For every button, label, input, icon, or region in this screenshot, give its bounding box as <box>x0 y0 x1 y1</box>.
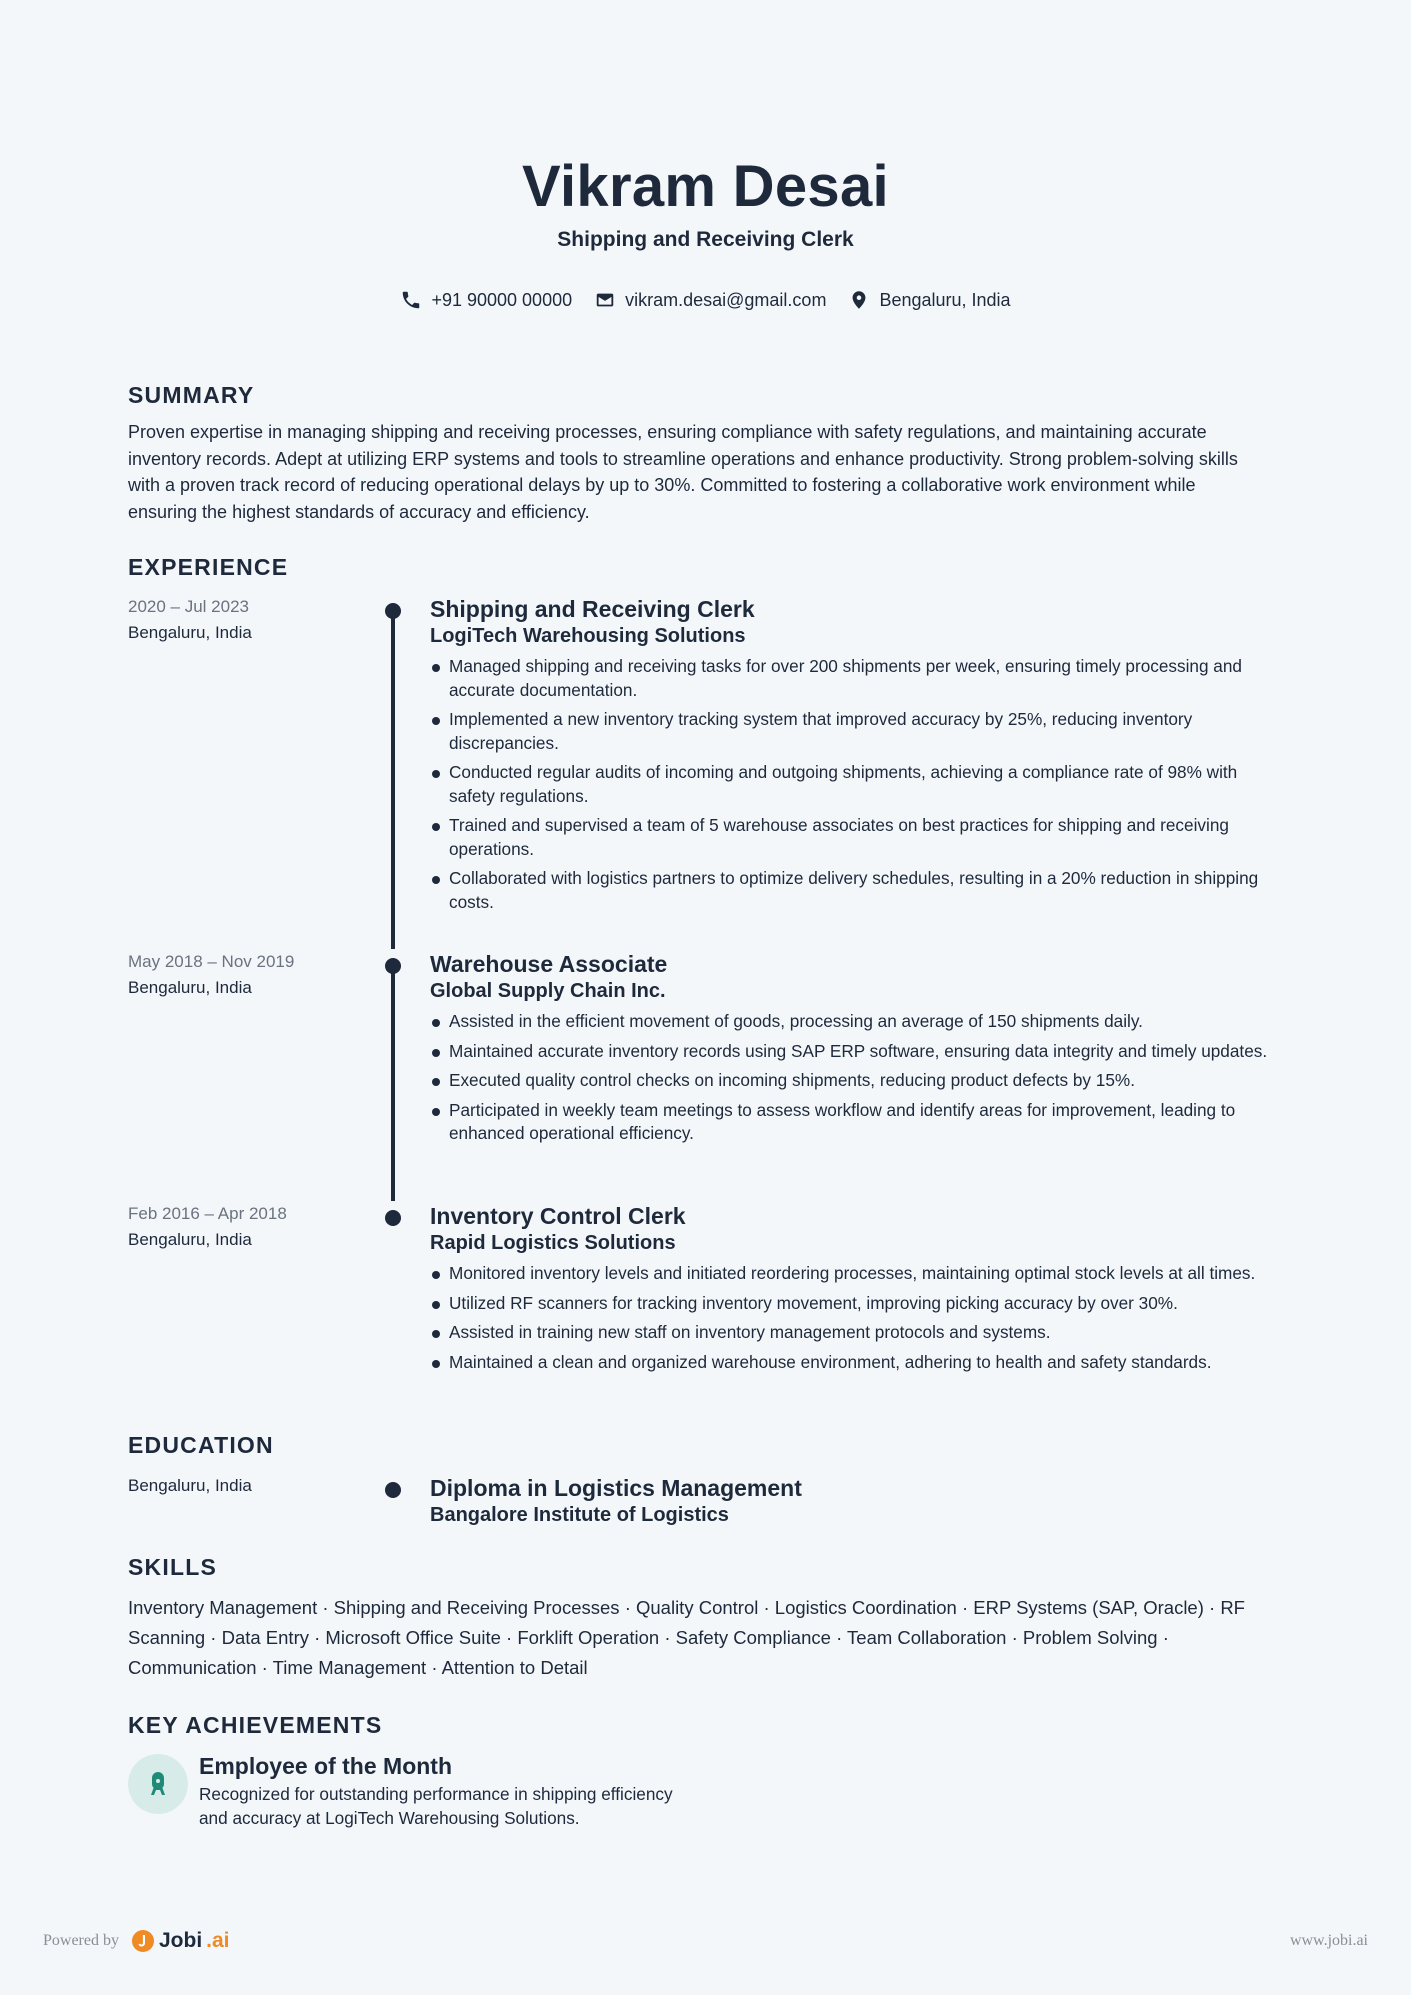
job-company: LogiTech Warehousing Solutions <box>430 625 746 647</box>
job-location: Bengaluru, India <box>128 978 252 997</box>
job-dates: May 2018 – Nov 2019 <box>128 952 295 971</box>
award-icon <box>128 1754 188 1814</box>
timeline-line <box>391 969 395 1201</box>
job-bullet: Trained and supervised a team of 5 warehouse associates on best practices for shipping and receiving operations. <box>430 814 1270 861</box>
education-heading: EDUCATION <box>128 1432 274 1458</box>
job-bullet: Maintained a clean and organized warehouse environment, adhering to health and safety standards. <box>430 1351 1270 1375</box>
school-name: Bangalore Institute of Logistics <box>430 1504 729 1526</box>
achievement-description: Recognized for outstanding performance in shipping efficiency and accuracy at LogiTech Warehousing Solutions. <box>199 1784 673 1828</box>
job-location: Bengaluru, India <box>128 1230 252 1249</box>
job-location: Bengaluru, India <box>128 623 252 642</box>
job-title: Shipping and Receiving Clerk <box>430 596 755 622</box>
powered-by-label: Powered by <box>43 1932 119 1949</box>
jobi-logo-icon <box>131 1929 155 1953</box>
timeline-dot <box>385 958 401 974</box>
job-bullet: Participated in weekly team meetings to assess workflow and identify areas for improvement, leading to enhanced operational efficiency. <box>430 1099 1270 1146</box>
job-bullets <box>430 655 1270 914</box>
job-bullets <box>430 1262 1270 1374</box>
job-bullets <box>430 1010 1270 1146</box>
location-text: Bengaluru, India <box>879 289 1011 310</box>
degree-title: Diploma in Logistics Management <box>430 1475 802 1501</box>
job-bullet: Conducted regular audits of incoming and outgoing shipments, achieving a compliance rate of 98% with safety regulations. <box>430 761 1270 808</box>
contact-phone <box>400 289 572 311</box>
brand-name: Jobi <box>158 1929 203 1952</box>
achievement-item <box>128 1752 828 1842</box>
candidate-role: Shipping and Receiving Clerk <box>557 228 854 251</box>
achievement-title: Employee of the Month <box>199 1753 452 1779</box>
skills-heading: SKILLS <box>128 1554 217 1580</box>
job-bullet: Executed quality control checks on incoming shipments, reducing product defects by 15%. <box>430 1069 1270 1093</box>
job-bullet: Monitored inventory levels and initiated reordering processes, maintaining optimal stock levels at all times. <box>430 1262 1270 1286</box>
footer-website[interactable]: www.jobi.ai <box>1289 1932 1368 1949</box>
job-title: Inventory Control Clerk <box>430 1203 686 1229</box>
footer-powered-by <box>43 1929 230 1953</box>
job-bullet: Implemented a new inventory tracking system that improved accuracy by 25%, reducing inventory discrepancies. <box>430 708 1270 755</box>
timeline-line <box>391 615 395 949</box>
phone-text: +91 90000 00000 <box>431 289 573 310</box>
timeline-dot <box>385 1482 401 1498</box>
timeline-dot <box>385 603 401 619</box>
job-company: Rapid Logistics Solutions <box>430 1232 676 1254</box>
job-dates: 2020 – Jul 2023 <box>128 597 249 616</box>
job-details <box>430 950 1270 1152</box>
contact-location <box>848 289 1010 311</box>
contact-email <box>594 289 826 311</box>
email-text: vikram.desai@gmail.com <box>625 289 827 310</box>
candidate-name: Vikram Desai <box>522 154 889 219</box>
achievements-heading: KEY ACHIEVEMENTS <box>128 1712 383 1738</box>
job-bullet: Assisted in training new staff on inventory management protocols and systems. <box>430 1321 1270 1345</box>
summary-heading: SUMMARY <box>128 382 255 408</box>
job-bullet: Assisted in the efficient movement of goods, processing an average of 150 shipments daily. <box>430 1010 1270 1034</box>
job-title: Warehouse Associate <box>430 951 668 977</box>
job-details <box>430 1202 1270 1380</box>
education-details <box>430 1474 1270 1528</box>
summary-text: Proven expertise in managing shipping and receiving processes, ensuring compliance with safety regulations, and maintaining accurate inventory records. Adept at utilizing ERP systems and tools to streamline operations and enhance productivity. Strong problem-solving skills with a proven track record of reducing operational delays by up to 30%. Committed to fostering a collaborative work environment while ensuring the highest standards of accuracy and efficiency. <box>128 422 1238 522</box>
jobi-logo[interactable] <box>131 1929 230 1953</box>
education-location: Bengaluru, India <box>128 1476 252 1495</box>
brand-suffix: .ai <box>206 1929 230 1952</box>
skills-text: Inventory Management · Shipping and Receiving Processes · Quality Control · Logistics Coordination · ERP Systems (SAP, Oracle) · RF Scanning · Data Entry · Microsoft Office Suite · Forklift Operation · Safety Compliance · Team Collaboration · Problem Solving · Communication · Time Management · Attention to Detail <box>128 1597 1245 1678</box>
job-company: Global Supply Chain Inc. <box>430 980 666 1002</box>
timeline-dot <box>385 1210 401 1226</box>
mail-icon <box>594 289 616 311</box>
experience-heading: EXPERIENCE <box>128 554 289 580</box>
job-bullet: Collaborated with logistics partners to optimize delivery schedules, resulting in a 20% reduction in shipping costs. <box>430 867 1270 914</box>
phone-icon <box>400 289 422 311</box>
job-dates: Feb 2016 – Apr 2018 <box>128 1204 287 1223</box>
job-bullet: Maintained accurate inventory records using SAP ERP software, ensuring data integrity and timely updates. <box>430 1040 1270 1064</box>
contact-row <box>128 285 1283 315</box>
location-pin-icon <box>848 289 870 311</box>
job-bullet: Utilized RF scanners for tracking inventory movement, improving picking accuracy by over 30%. <box>430 1292 1270 1316</box>
job-details <box>430 595 1270 920</box>
job-bullet: Managed shipping and receiving tasks for over 200 shipments per week, ensuring timely processing and accurate documentation. <box>430 655 1270 702</box>
